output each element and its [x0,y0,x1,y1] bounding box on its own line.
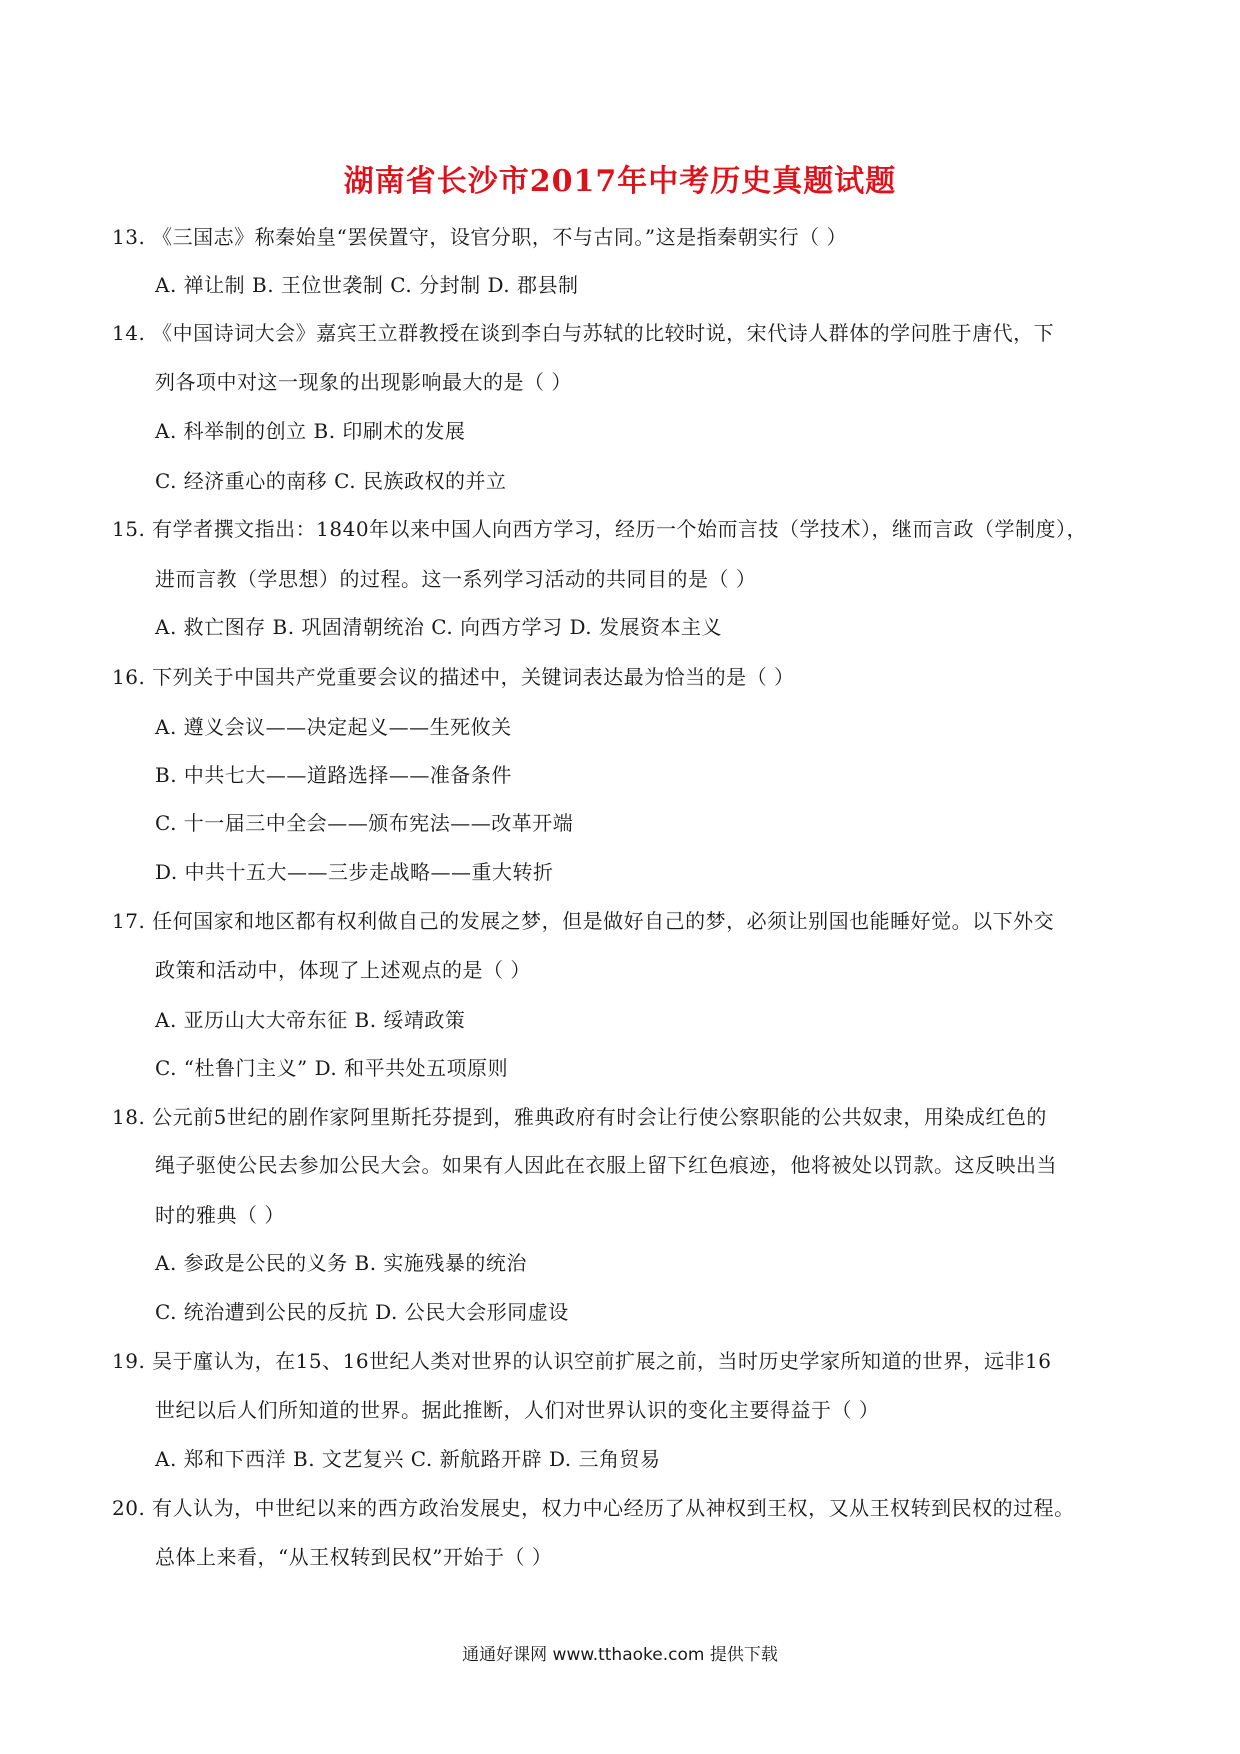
answer-options: C. 统治遭到公民的反抗 D. 公民大会形同虚设 [155,1300,569,1324]
answer-options: A. 科举制的创立 B. 印刷术的发展 [155,419,466,443]
question-text: 19. 吴于廑认为，在15、16世纪人类对世界的认识空前扩展之前，当时历史学家所知道的世界，远非16 [112,1349,1052,1373]
answer-options: C. “杜鲁门主义” D. 和平共处五项原则 [155,1056,509,1080]
question-text: 时的雅典（ ） [155,1203,285,1227]
question-text: 14. 《中国诗词大会》嘉宾王立群教授在谈到李白与苏轼的比较时说，宋代诗人群体的学问胜于唐代，下 [112,321,1055,345]
question-text: 20. 有人认为，中世纪以来的西方政治发展史，权力中心经历了从神权到王权，又从王权转到民权的过程。 [112,1496,1075,1520]
page-title: 湖南省长沙市2017年中考历史真题试题 [343,164,897,199]
question-text: 进而言教（学思想）的过程。这一系列学习活动的共同目的是（ ） [155,567,757,591]
question-text: 列各项中对这一现象的出现影响最大的是（ ） [155,370,572,394]
page-footer: 通通好课网 www.tthaoke.com 提供下载 [462,1645,778,1665]
question-text: 绳子驱使公民去参加公民大会。如果有人因此在衣服上留下红色痕迹，他将被处以罚款。这反映出当 [155,1153,1057,1177]
answer-options: A. 参政是公民的义务 B. 实施残暴的统治 [155,1251,527,1275]
answer-options: A. 郑和下西洋 B. 文艺复兴 C. 新航路开辟 D. 三角贸易 [155,1447,661,1471]
question-text: 17. 任何国家和地区都有权利做自己的发展之梦，但是做好自己的梦，必须让别国也能睡好觉。以下外交 [112,909,1055,933]
answer-options: A. 遵义会议——决定起义——生死攸关 [155,715,512,739]
answer-options: A. 救亡图存 B. 巩固清朝统治 C. 向西方学习 D. 发展资本主义 [155,615,722,639]
answer-options: A. 亚历山大大帝东征 B. 绥靖政策 [155,1008,466,1032]
question-text: 18. 公元前5世纪的剧作家阿里斯托芬提到，雅典政府有时会让行使公察职能的公共奴隶，用染成红色的 [112,1105,1047,1129]
answer-options: D. 中共十五大——三步走战略——重大转折 [155,860,554,884]
question-text: 政策和活动中，体现了上述观点的是（ ） [155,958,531,982]
answer-options: A. 禅让制 B. 王位世袭制 C. 分封制 D. 郡县制 [155,273,579,297]
answer-options: B. 中共七大——道路选择——准备条件 [155,763,512,787]
answer-options: C. 十一届三中全会——颁布宪法——改革开端 [155,811,574,835]
answer-options: C. 经济重心的南移 C. 民族政权的并立 [155,469,507,493]
question-text: 13. 《三国志》称秦始皇“罢侯置守，设官分职，不与古同。”这是指秦朝实行（ ） [112,225,847,249]
question-text: 15. 有学者撰文指出：1840年以来中国人向西方学习，经历一个始而言技（学技术），继而言政（学制度）， [112,517,1088,541]
question-text: 世纪以后人们所知道的世界。据此推断，人们对世界认识的变化主要得益于（ ） [155,1398,880,1422]
question-text: 16. 下列关于中国共产党重要会议的描述中，关键词表达最为恰当的是（ ） [112,665,795,689]
question-text: 总体上来看，“从王权转到民权”开始于（ ） [155,1545,553,1569]
